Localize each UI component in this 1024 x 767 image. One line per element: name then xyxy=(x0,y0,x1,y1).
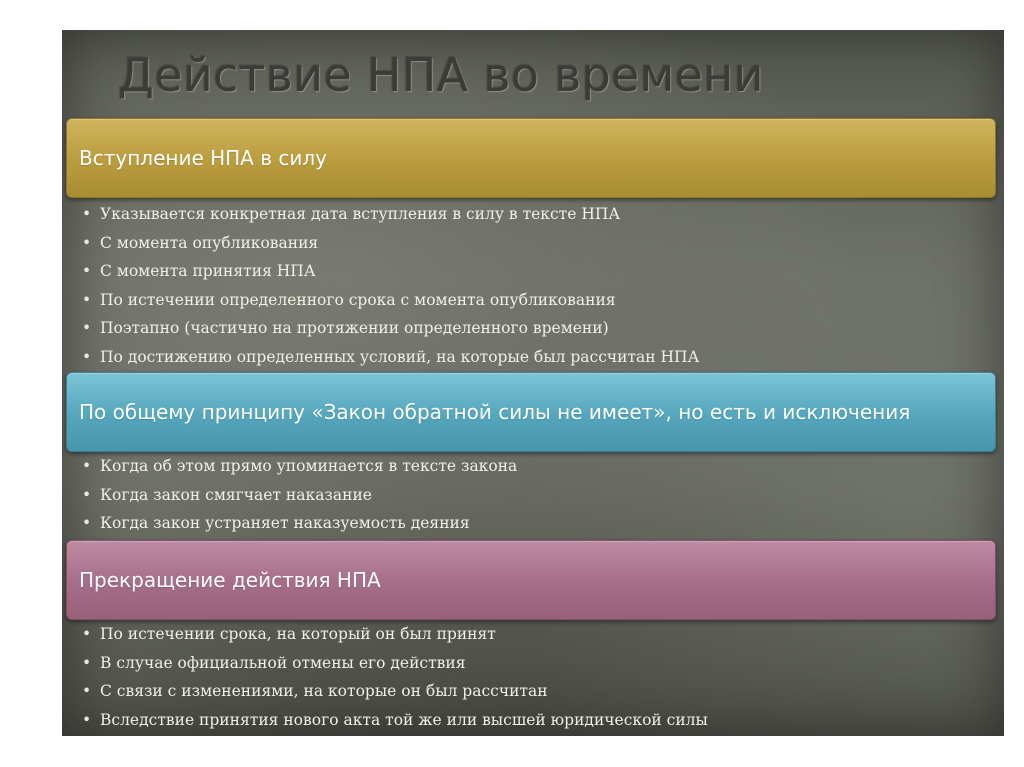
list-item: • По истечении определенного срока с момента опубликования xyxy=(82,286,699,315)
bullet-list-retroactivity xyxy=(82,452,517,538)
bullet-icon: • xyxy=(82,262,92,280)
bullet-icon: • xyxy=(82,205,92,223)
list-item: • В случае официальной отмены его действия xyxy=(82,649,708,678)
bullet-icon: • xyxy=(82,290,92,309)
bullet-icon: • xyxy=(82,485,92,504)
bullet-icon: • xyxy=(82,457,92,475)
section-header-termination xyxy=(66,540,996,620)
section-header-retroactivity xyxy=(66,372,996,452)
list-item: • С связи с изменениями, на которые он был рассчитан xyxy=(82,677,708,706)
list-item: • Когда закон устраняет наказуемость деяния xyxy=(82,509,517,538)
list-item: • Указывается конкретная дата вступления в силу в тексте НПА xyxy=(82,200,699,229)
bullet-icon: • xyxy=(82,347,92,366)
list-item: • Поэтапно (частично на протяжении определенного времени) xyxy=(82,314,699,343)
list-item: • С момента опубликования xyxy=(82,229,699,258)
list-item: • Когда закон смягчает наказание xyxy=(82,481,517,510)
list-item: • С момента принятия НПА xyxy=(82,257,699,286)
bullet-icon: • xyxy=(82,682,92,700)
list-item: • По истечении срока, на который он был принят xyxy=(82,620,708,649)
bullet-icon: • xyxy=(82,625,92,643)
bullet-icon: • xyxy=(82,319,92,337)
section-header-label: Прекращение действия НПА xyxy=(79,567,381,592)
bullet-icon: • xyxy=(82,233,92,252)
section-header-label: Вступление НПА в силу xyxy=(79,145,327,170)
list-item: • Вследствие принятия нового акта той же или высшей юридической силы xyxy=(82,706,708,735)
section-header-entry-into-force xyxy=(66,118,996,198)
list-item: • По достижению определенных условий, на которые был рассчитан НПА xyxy=(82,343,699,372)
bullet-icon: • xyxy=(82,514,92,532)
bullet-icon: • xyxy=(82,710,92,729)
slide xyxy=(62,30,1004,736)
bullet-list-termination xyxy=(82,620,708,734)
slide-title: Действие НПА во времени xyxy=(118,48,764,102)
section-header-label: По общему принципу «Закон обратной силы не имеет», но есть и исключения xyxy=(79,399,911,424)
bullet-icon: • xyxy=(82,653,92,672)
list-item: • Когда об этом прямо упоминается в тексте закона xyxy=(82,452,517,481)
bullet-list-entry-into-force xyxy=(82,200,699,371)
